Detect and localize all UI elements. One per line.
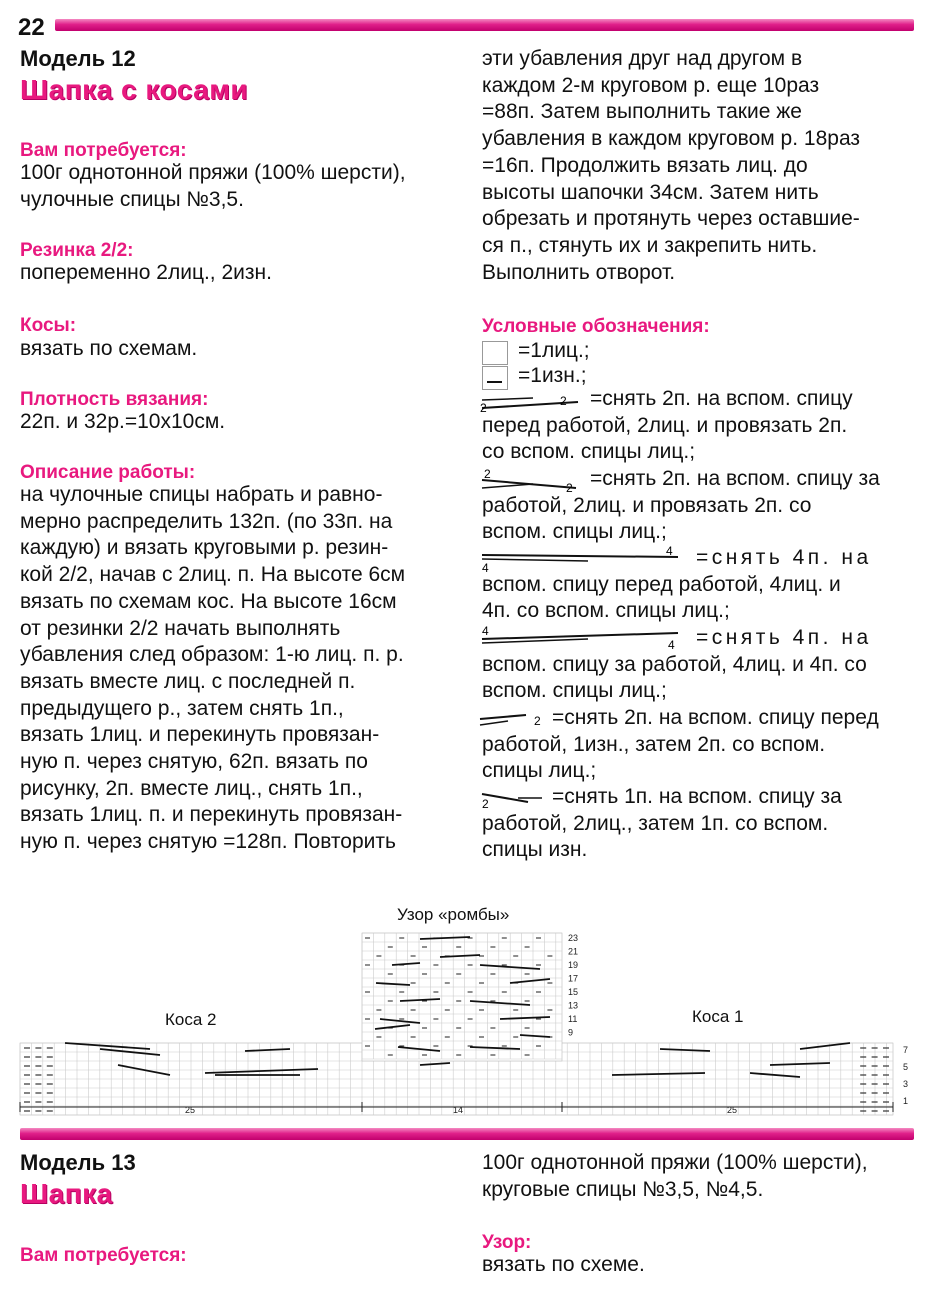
row-number: 5: [903, 1062, 909, 1072]
chart-center-grid: [362, 933, 562, 1061]
text-line: ную п. через снятую =128п. Повторить: [20, 830, 396, 854]
page-number: 22: [18, 14, 45, 41]
text-line: 100г однотонной пряжи (100% шерсти),: [20, 161, 406, 184]
model13-label: Модель 13: [20, 1150, 136, 1175]
symbol-number: 4: [668, 638, 675, 652]
text-line: кой 2/2, начав с 2лиц. п. На высоте 6см: [20, 563, 406, 587]
symbol-number: 2: [484, 467, 491, 481]
legend-line: вспом. спицу за работой, 4лиц. и 4п. со: [482, 652, 867, 676]
text-line: вязать вместе лиц. с последней п.: [20, 669, 356, 693]
text-line: вязать 1лиц. и перекинуть провязан-: [20, 723, 380, 747]
row-number: 3: [903, 1079, 909, 1089]
legend-cable-4-4-back-text: [482, 625, 914, 705]
legend-line: =снять 4п. на: [696, 626, 872, 649]
model12-title: Шапка с косами: [20, 74, 249, 105]
row-number: 23: [568, 933, 579, 943]
legend-line: со вспом. спицы лиц.;: [482, 440, 696, 463]
column-count: 25: [726, 1105, 738, 1115]
symbol-number: 4: [482, 561, 489, 575]
row-number: 9: [568, 1027, 574, 1038]
legend-purl-text: =1изн.;: [518, 364, 587, 387]
knitting-chart: [0, 925, 950, 1120]
legend-cross-purl-back-text: [482, 784, 914, 864]
row-number: 19: [568, 960, 579, 970]
symbol-number: 2: [560, 394, 567, 408]
model13-materials-text: [482, 1150, 922, 1203]
legend-cross-purl-front-text: [482, 705, 914, 785]
materials-heading: Вам потребуется:: [20, 140, 187, 161]
text-line: каждую) и вязать круговыми р. резин-: [20, 536, 389, 560]
text-line: мерно распределить 132п. (по 33п. на: [20, 509, 393, 533]
symbol-number: 4: [482, 625, 489, 638]
text-line: круговые спицы №3,5, №4,5.: [482, 1177, 764, 1201]
row-number: 11: [568, 1014, 578, 1024]
model13-title: Шапка: [20, 1178, 113, 1209]
symbol-number: 4: [666, 545, 673, 558]
rib-heading: Резинка 2/2:: [20, 240, 134, 261]
text-line: высоты шапочки 34см. Затем нить: [482, 180, 819, 204]
gauge-text: 22п. и 32р.=10х10см.: [20, 410, 226, 433]
text-line: от резинки 2/2 начать выполнять: [20, 616, 341, 640]
text-line: ную п. через снятую, 62п. вязать по: [20, 750, 368, 774]
cables-text: вязать по схемам.: [20, 337, 198, 360]
legend-line: =снять 1п. на вспом. спицу за: [552, 785, 842, 808]
chart-left-label: Коса 2: [165, 1010, 217, 1029]
model13-pattern-text: вязать по схеме.: [482, 1253, 645, 1276]
legend-line: =снять 2п. на вспом. спицу: [590, 387, 853, 410]
legend-line: спицы изн.: [482, 838, 588, 861]
chart-right-label: Коса 1: [692, 1007, 744, 1026]
legend-line: вспом. спицу перед работой, 4лиц. и: [482, 572, 841, 596]
symbol-number: 2: [480, 401, 487, 415]
model12-label: Модель 12: [20, 46, 136, 71]
legend-cable-4-4-front-text: [482, 545, 914, 625]
text-line: Выполнить отворот.: [482, 260, 676, 284]
text-line: убавления след образом: 1-ю лиц. п. р.: [20, 643, 404, 667]
legend-line: спицы лиц.;: [482, 759, 597, 782]
description-heading: Описание работы:: [20, 462, 196, 483]
row-number: 17: [568, 973, 579, 984]
legend-heading: Условные обозначения:: [482, 316, 710, 337]
text-line: =16п. Продолжить вязать лиц. до: [482, 153, 808, 177]
legend-line: работой, 1изн., затем 2п. со вспом.: [482, 732, 826, 756]
materials-text: [20, 160, 460, 213]
text-line: =88п. Затем выполнить такие же: [482, 100, 802, 124]
text-line: эти убавления друг над другом в: [482, 47, 803, 70]
symbol-number: 2: [482, 797, 489, 811]
legend-knit-text: =1лиц.;: [518, 339, 590, 362]
legend-line: 4п. со вспом. спицы лиц.;: [482, 599, 730, 622]
model13-materials-heading: Вам потребуется:: [20, 1245, 187, 1266]
description-text: [20, 482, 452, 856]
legend-line: вспом. спицы лиц.;: [482, 679, 667, 702]
text-line: рисунку, 2п. вместе лиц., снять 1п.,: [20, 776, 363, 800]
text-line: предыдущего р., затем снять 1п.,: [20, 696, 344, 720]
symbol-number: 2: [534, 714, 541, 728]
text-line: убавления в каждом круговом р. 18раз: [482, 127, 861, 151]
row-number: 13: [568, 1000, 579, 1011]
legend-line: вспом. спицы лиц.;: [482, 520, 667, 543]
gauge-heading: Плотность вязания:: [20, 389, 209, 410]
legend-line: перед работой, 2лиц. и провязать 2п.: [482, 413, 848, 437]
column-count: 25: [184, 1105, 196, 1115]
cables-heading: Косы:: [20, 315, 77, 336]
bottom-divider-bar: [20, 1128, 914, 1140]
description-continuation: [482, 46, 914, 286]
rib-text: попеременно 2лиц., 2изн.: [20, 261, 272, 284]
row-number: 1: [903, 1096, 909, 1106]
text-line: чулочные спицы №3,5.: [20, 187, 244, 211]
text-line: ся п., стянуть их и закрепить нить.: [482, 233, 818, 257]
text-line: вязать по схемам кос. На высоте 16см: [20, 589, 397, 613]
model13-pattern-heading: Узор:: [482, 1232, 532, 1253]
column-count: 14: [452, 1105, 464, 1115]
top-divider-bar: [55, 19, 914, 31]
legend-line: =снять 2п. на вспом. спицу за: [590, 467, 880, 490]
row-number: 21: [568, 946, 579, 957]
text-line: обрезать и протянуть через оставшие-: [482, 207, 860, 231]
text-line: на чулочные спицы набрать и равно-: [20, 483, 383, 506]
legend-cable-2-2-front-text: [482, 386, 914, 466]
text-line: 100г однотонной пряжи (100% шерсти),: [482, 1151, 868, 1174]
text-line: вязать 1лиц. п. и перекинуть провязан-: [20, 803, 403, 827]
knit-symbol: [482, 341, 508, 365]
legend-cable-2-2-back-text: [482, 466, 914, 546]
chart-title: Узор «ромбы»: [397, 905, 510, 924]
row-number: 7: [903, 1045, 909, 1055]
legend-line: работой, 2лиц. и провязать 2п. со: [482, 493, 812, 517]
row-number: 15: [568, 987, 579, 997]
text-line: каждом 2-м круговом р. еще 10раз: [482, 73, 820, 97]
symbol-number: 2: [566, 481, 573, 495]
legend-line: =снять 2п. на вспом. спицу перед: [552, 706, 879, 729]
legend-line: =снять 4п. на: [696, 546, 872, 569]
legend-line: работой, 2лиц., затем 1п. со вспом.: [482, 811, 829, 835]
